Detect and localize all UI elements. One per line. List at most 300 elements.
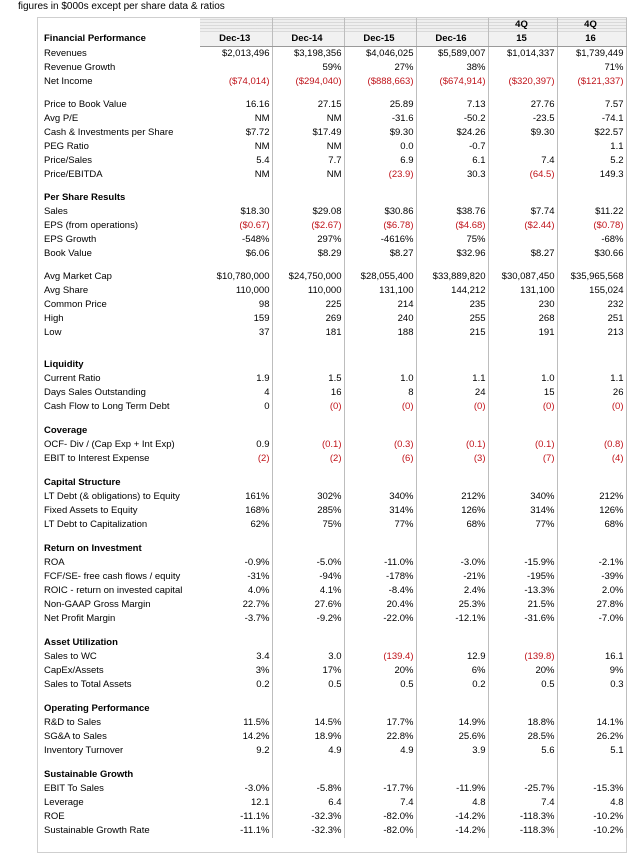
blank-cell (488, 542, 557, 556)
column-header: Dec-14 (272, 32, 344, 47)
table-row (38, 47, 626, 62)
row-label: Leverage (44, 797, 84, 808)
row-label: Avg P/E (44, 113, 79, 124)
table-row (38, 205, 626, 219)
blank-cell (488, 636, 557, 650)
value-cell: (3) (416, 452, 488, 466)
blank-cell (416, 191, 488, 205)
spacer-cell (38, 182, 200, 191)
value-cell: -11.1% (200, 810, 272, 824)
value-cell: 9% (557, 664, 626, 678)
blank-cell (200, 702, 272, 716)
value-cell: (0.1) (488, 438, 557, 452)
blank-cell (344, 358, 416, 372)
blank-cell (416, 702, 488, 716)
value-cell: 2.0% (557, 584, 626, 598)
value-cell: -39% (557, 570, 626, 584)
section-header-row (38, 542, 626, 556)
section-title: Per Share Results (44, 192, 126, 203)
value-cell: -118.3% (488, 810, 557, 824)
spacer-cell (557, 261, 626, 270)
value-cell: (0.3) (344, 438, 416, 452)
value-cell: 149.3 (557, 168, 626, 182)
value-cell: 27.15 (272, 98, 344, 112)
value-cell: 215 (416, 326, 488, 340)
blank-cell (416, 424, 488, 438)
value-cell: (139.8) (488, 650, 557, 664)
value-cell: 340% (344, 490, 416, 504)
blank-cell (344, 702, 416, 716)
value-cell: -25.7% (488, 782, 557, 796)
blank-cell (557, 636, 626, 650)
value-cell: -23.5 (488, 112, 557, 126)
section-title: Operating Performance (44, 703, 150, 714)
value-cell: 240 (344, 312, 416, 326)
row-label: ROIC - return on invested capital (44, 585, 183, 596)
value-cell: $1,014,337 (488, 47, 557, 62)
blank-cell (416, 542, 488, 556)
table-row (38, 452, 626, 466)
spacer-cell (416, 466, 488, 476)
value-cell: -5.0% (272, 556, 344, 570)
section-header-row (38, 424, 626, 438)
value-cell: 5.4 (200, 154, 272, 168)
table-row (38, 570, 626, 584)
spacer-cell (200, 466, 272, 476)
value-cell: $8.29 (272, 247, 344, 261)
spacer-cell (200, 89, 272, 98)
spacer-cell (344, 261, 416, 270)
value-cell: 314% (488, 504, 557, 518)
section-title: Liquidity (44, 359, 84, 370)
value-cell: 269 (272, 312, 344, 326)
table-row (38, 326, 626, 340)
value-cell: $17.49 (272, 126, 344, 140)
value-cell (488, 61, 557, 75)
row-label: LT Debt (& obligations) to Equity (44, 491, 180, 502)
table-row (38, 584, 626, 598)
table-row (38, 796, 626, 810)
table-row (38, 312, 626, 326)
spacer-cell (272, 340, 344, 358)
section-header-row (38, 636, 626, 650)
spacer-cell (200, 340, 272, 358)
spacer-cell (488, 89, 557, 98)
value-cell: 168% (200, 504, 272, 518)
blank-cell (557, 768, 626, 782)
value-cell: NM (200, 112, 272, 126)
row-label: Current Ratio (44, 373, 101, 384)
value-cell: -0.7 (416, 140, 488, 154)
row-label: Price/Sales (44, 155, 93, 166)
row-label: Price to Book Value (44, 99, 127, 110)
value-cell: 7.57 (557, 98, 626, 112)
value-cell: 159 (200, 312, 272, 326)
spacer-cell (38, 340, 200, 358)
value-cell: 144,212 (416, 284, 488, 298)
row-label: LT Debt to Capitalization (44, 519, 148, 530)
section-header-row (38, 768, 626, 782)
value-cell: 27% (344, 61, 416, 75)
blank-cell (272, 476, 344, 490)
spacer-cell (557, 626, 626, 636)
row-label: Cash & Investments per Share (44, 127, 174, 138)
table-row (38, 98, 626, 112)
value-cell: 25.6% (416, 730, 488, 744)
spacer-cell (416, 414, 488, 424)
value-cell: (64.5) (488, 168, 557, 182)
section-title: Financial Performance (44, 33, 146, 45)
blank-cell (488, 358, 557, 372)
value-cell: 27.76 (488, 98, 557, 112)
value-cell: (0) (344, 400, 416, 414)
value-cell: $5,589,007 (416, 47, 488, 62)
value-cell: ($320,397) (488, 75, 557, 89)
spacer-cell (557, 340, 626, 358)
value-cell: 17.7% (344, 716, 416, 730)
table-row (38, 504, 626, 518)
value-cell: -82.0% (344, 824, 416, 838)
table-row (38, 140, 626, 154)
value-cell: -31.6 (344, 112, 416, 126)
row-label: Cash Flow to Long Term Debt (44, 401, 170, 412)
blank-cell (200, 191, 272, 205)
value-cell: $22.57 (557, 126, 626, 140)
value-cell: 6.4 (272, 796, 344, 810)
value-cell: (0) (272, 400, 344, 414)
section-gap (38, 532, 626, 542)
value-cell: (0) (416, 400, 488, 414)
value-cell: $29.08 (272, 205, 344, 219)
value-cell: $7.74 (488, 205, 557, 219)
table-row (38, 154, 626, 168)
value-cell: 20% (344, 664, 416, 678)
spacer-cell (38, 414, 200, 424)
value-cell: -12.1% (416, 612, 488, 626)
value-cell: 214 (344, 298, 416, 312)
blank-cell (416, 768, 488, 782)
value-cell: 235 (416, 298, 488, 312)
value-cell: -31.6% (488, 612, 557, 626)
row-label: Sustainable Growth Rate (44, 825, 150, 836)
section-gap (38, 466, 626, 476)
spacer-cell (272, 758, 344, 768)
section-title: Return on Investment (44, 543, 142, 554)
spacer-cell (344, 414, 416, 424)
value-cell: 77% (488, 518, 557, 532)
blank-cell (272, 636, 344, 650)
value-cell: (4) (557, 452, 626, 466)
value-cell: -195% (488, 570, 557, 584)
value-cell: $30,087,450 (488, 270, 557, 284)
blank-cell (272, 191, 344, 205)
value-cell: $2,013,496 (200, 47, 272, 62)
section-gap (38, 182, 626, 191)
value-cell: -3.7% (200, 612, 272, 626)
spacer-cell (416, 532, 488, 542)
value-cell: 126% (557, 504, 626, 518)
spacer-cell (344, 340, 416, 358)
column-header-top: 4Q (557, 18, 626, 32)
value-cell: 62% (200, 518, 272, 532)
spacer-cell (272, 182, 344, 191)
spacer-cell (200, 261, 272, 270)
row-label: FCF/SE- free cash flows / equity (44, 571, 181, 582)
header-corner (38, 18, 200, 32)
value-cell: 232 (557, 298, 626, 312)
spacer-cell (488, 758, 557, 768)
table-row (38, 247, 626, 261)
value-cell: 24 (416, 386, 488, 400)
value-cell: 0 (200, 400, 272, 414)
value-cell: (23.9) (344, 168, 416, 182)
value-cell: 11.5% (200, 716, 272, 730)
section-header-row (38, 476, 626, 490)
value-cell: ($2.44) (488, 219, 557, 233)
value-cell: 22.7% (200, 598, 272, 612)
value-cell: ($0.78) (557, 219, 626, 233)
value-cell: -13.3% (488, 584, 557, 598)
value-cell: -0.9% (200, 556, 272, 570)
value-cell: -118.3% (488, 824, 557, 838)
row-label: EPS Growth (44, 234, 97, 245)
value-cell: -14.2% (416, 824, 488, 838)
value-cell: -17.7% (344, 782, 416, 796)
value-cell: 181 (272, 326, 344, 340)
value-cell: (2) (272, 452, 344, 466)
blank-cell (416, 636, 488, 650)
table-row (38, 233, 626, 247)
value-cell: 0.5 (272, 678, 344, 692)
table-row (38, 824, 626, 838)
value-cell: -82.0% (344, 810, 416, 824)
column-header: Dec-13 (200, 32, 272, 47)
section-title: Capital Structure (44, 477, 121, 488)
blank-cell (557, 358, 626, 372)
value-cell: 68% (416, 518, 488, 532)
value-cell: 18.9% (272, 730, 344, 744)
value-cell: 37 (200, 326, 272, 340)
spacer-cell (416, 89, 488, 98)
value-cell: -32.3% (272, 810, 344, 824)
spacer-cell (416, 261, 488, 270)
value-cell: NM (200, 168, 272, 182)
row-label: EPS (from operations) (44, 220, 138, 231)
value-cell: 131,100 (344, 284, 416, 298)
spacer-cell (416, 758, 488, 768)
section-title: Sustainable Growth (44, 769, 134, 780)
table-row (38, 270, 626, 284)
value-cell: $1,739,449 (557, 47, 626, 62)
value-cell: -15.9% (488, 556, 557, 570)
value-cell: -10.2% (557, 810, 626, 824)
table-row (38, 650, 626, 664)
value-cell: $33,889,820 (416, 270, 488, 284)
value-cell: 225 (272, 298, 344, 312)
section-header-row (38, 358, 626, 372)
table-row (38, 664, 626, 678)
spacer-cell (38, 692, 200, 702)
table-row (38, 112, 626, 126)
row-label: Book Value (44, 248, 92, 259)
blank-cell (488, 424, 557, 438)
spacer-cell (344, 692, 416, 702)
value-cell: ($4.68) (416, 219, 488, 233)
spacer-cell (557, 89, 626, 98)
value-cell: -94% (272, 570, 344, 584)
table-row (38, 598, 626, 612)
value-cell: 14.5% (272, 716, 344, 730)
value-cell: (0) (557, 400, 626, 414)
blank-cell (344, 476, 416, 490)
value-cell: 18.8% (488, 716, 557, 730)
value-cell: 30.3 (416, 168, 488, 182)
value-cell: $7.72 (200, 126, 272, 140)
table-row (38, 716, 626, 730)
value-cell: -11.1% (200, 824, 272, 838)
column-header-top (344, 18, 416, 32)
blank-cell (344, 424, 416, 438)
row-label: EBIT to Interest Expense (44, 453, 150, 464)
table-row (38, 782, 626, 796)
row-label: SG&A to Sales (44, 731, 107, 742)
table-row (38, 61, 626, 75)
spacer-cell (488, 340, 557, 358)
blank-cell (557, 702, 626, 716)
value-cell: 1.1 (557, 372, 626, 386)
value-cell: 1.0 (488, 372, 557, 386)
spacer-cell (200, 532, 272, 542)
value-cell: 285% (272, 504, 344, 518)
row-label: Sales (44, 206, 68, 217)
value-cell: 4.0% (200, 584, 272, 598)
value-cell: -2.1% (557, 556, 626, 570)
value-cell: $8.27 (488, 247, 557, 261)
value-cell: $9.30 (344, 126, 416, 140)
value-cell: ($74,014) (200, 75, 272, 89)
table-row (38, 678, 626, 692)
value-cell: (0.1) (272, 438, 344, 452)
header-row-bottom (38, 32, 626, 47)
spacer-cell (557, 182, 626, 191)
spacer-cell (557, 414, 626, 424)
blank-cell (557, 476, 626, 490)
value-cell: 4.1% (272, 584, 344, 598)
row-label: Sales to WC (44, 651, 97, 662)
column-header: Dec-15 (344, 32, 416, 47)
table-row (38, 372, 626, 386)
value-cell: $38.76 (416, 205, 488, 219)
value-cell: -21% (416, 570, 488, 584)
value-cell: 38% (416, 61, 488, 75)
value-cell: -3.0% (416, 556, 488, 570)
spacer-cell (488, 261, 557, 270)
row-label: EBIT To Sales (44, 783, 104, 794)
value-cell: 7.4 (488, 796, 557, 810)
row-label: Avg Share (44, 285, 89, 296)
value-cell: 75% (272, 518, 344, 532)
value-cell: 27.6% (272, 598, 344, 612)
table-row (38, 298, 626, 312)
value-cell: 1.1 (557, 140, 626, 154)
value-cell: ($674,914) (416, 75, 488, 89)
table-row (38, 730, 626, 744)
spacer-cell (488, 532, 557, 542)
value-cell: 268 (488, 312, 557, 326)
section-gap (38, 89, 626, 98)
value-cell: 2.4% (416, 584, 488, 598)
table-row (38, 612, 626, 626)
blank-cell (557, 191, 626, 205)
table-row (38, 126, 626, 140)
spacer-cell (344, 89, 416, 98)
value-cell: $6.06 (200, 247, 272, 261)
row-label: Common Price (44, 299, 107, 310)
value-cell: 68% (557, 518, 626, 532)
section-title: Coverage (44, 425, 88, 436)
value-cell: ($0.67) (200, 219, 272, 233)
value-cell: $18.30 (200, 205, 272, 219)
value-cell: 26.2% (557, 730, 626, 744)
value-cell: 213 (557, 326, 626, 340)
spacer-cell (200, 692, 272, 702)
value-cell: -5.8% (272, 782, 344, 796)
blank-cell (200, 424, 272, 438)
value-cell: 28.5% (488, 730, 557, 744)
spacer-cell (344, 182, 416, 191)
value-cell: $30.86 (344, 205, 416, 219)
blank-cell (272, 358, 344, 372)
spacer-cell (488, 692, 557, 702)
spacer-cell (200, 758, 272, 768)
column-header: 15 (488, 32, 557, 47)
blank-cell (488, 191, 557, 205)
value-cell: (0.8) (557, 438, 626, 452)
value-cell: 20.4% (344, 598, 416, 612)
column-header-top (272, 18, 344, 32)
column-header: Dec-16 (416, 32, 488, 47)
value-cell: 26 (557, 386, 626, 400)
value-cell: 21.5% (488, 598, 557, 612)
blank-cell (272, 768, 344, 782)
spacer-cell (488, 414, 557, 424)
value-cell: 0.2 (416, 678, 488, 692)
value-cell: 297% (272, 233, 344, 247)
spacer-cell (416, 692, 488, 702)
value-cell: 0.0 (344, 140, 416, 154)
value-cell: 12.1 (200, 796, 272, 810)
value-cell: 17% (272, 664, 344, 678)
value-cell: 340% (488, 490, 557, 504)
section-gap (38, 626, 626, 636)
value-cell: 212% (416, 490, 488, 504)
value-cell: (7) (488, 452, 557, 466)
value-cell: 9.2 (200, 744, 272, 758)
value-cell: 126% (416, 504, 488, 518)
value-cell: -14.2% (416, 810, 488, 824)
row-label: R&D to Sales (44, 717, 102, 728)
blank-cell (557, 424, 626, 438)
value-cell: 212% (557, 490, 626, 504)
section-header-row (38, 191, 626, 205)
section-title: Asset Utilization (44, 637, 118, 648)
value-cell: 4.8 (557, 796, 626, 810)
blank-cell (416, 476, 488, 490)
table-row (38, 744, 626, 758)
value-cell: 14.2% (200, 730, 272, 744)
value-cell: $30.66 (557, 247, 626, 261)
value-cell: 4.9 (272, 744, 344, 758)
